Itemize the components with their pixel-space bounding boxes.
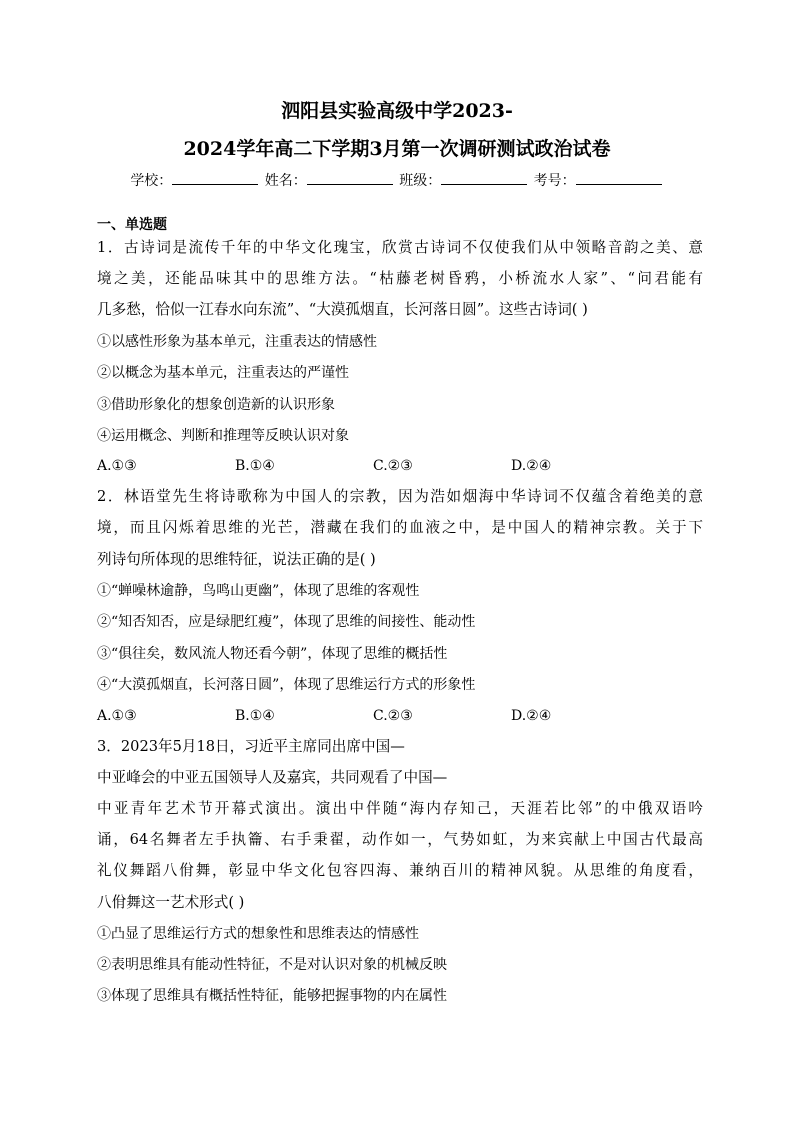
question-1-option-3: ③借助形象化的想象创造新的认识形象 — [97, 397, 335, 413]
question-2-option-4: ④“大漠孤烟直，长河落日圆”，体现了思维运行方式的形象性 — [97, 677, 476, 693]
section-title: 一、单选题 — [97, 217, 167, 233]
question-1-choice-c[interactable]: C.②③ — [373, 458, 413, 474]
question-1-choice-b[interactable]: B.①④ — [235, 458, 275, 474]
exam-title-line-2: 2024学年高二下学期3月第一次调研测试政治试卷 — [183, 138, 611, 160]
exam-title-line-1: 泗阳县实验高级中学2023- — [281, 100, 513, 122]
question-1-stem-line-3: 几多愁，恰似一江春水向东流”、“大漠孤烟直，长河落日圆”。这些古诗词( ) — [97, 301, 588, 318]
question-3-stem-line-5: 礼仪舞蹈八佾舞，彰显中华文化包容四海、兼纳百川的精神风貌。从思维的角度看， — [97, 862, 703, 879]
question-2-choice-c[interactable]: C.②③ — [373, 708, 413, 724]
name-label: 姓名： — [264, 173, 307, 189]
question-2-choice-a[interactable]: A.①③ — [97, 708, 137, 724]
name-blank[interactable] — [307, 170, 393, 185]
question-3-stem-line-6: 八佾舞这一艺术形式( ) — [97, 894, 245, 911]
question-2-option-3: ③“俱往矣，数风流人物还看今朝”，体现了思维的概括性 — [97, 646, 448, 662]
question-1-stem-line-1: 1．古诗词是流传千年的中华文化瑰宝，欣赏古诗词不仅使我们从中领略音韵之美、意 — [97, 239, 703, 256]
school-blank[interactable] — [172, 170, 258, 185]
question-1-choice-d[interactable]: D.②④ — [511, 458, 552, 474]
question-2-choice-b[interactable]: B.①④ — [235, 708, 275, 724]
question-1-option-2: ②以概念为基本单元，注重表达的严谨性 — [97, 365, 349, 381]
question-2-choice-d[interactable]: D.②④ — [511, 708, 552, 724]
question-3-option-2: ②表明思维具有能动性特征，不是对认识对象的机械反映 — [97, 957, 447, 973]
school-label: 学校： — [130, 173, 173, 189]
question-3-option-3: ③体现了思维具有概括性特征，能够把握事物的内在属性 — [97, 988, 447, 1004]
question-2-stem-line-1: 2．林语堂先生将诗歌称为中国人的宗教，因为浩如烟海中华诗词不仅蕴含着绝美的意 — [97, 488, 703, 505]
exam-number-label: 考号： — [533, 173, 576, 189]
question-2-stem-line-2: 境，而且闪烁着思维的光芒，潜藏在我们的血液之中，是中国人的精神宗教。关于下 — [97, 519, 703, 536]
question-3-stem-line-2: 中亚峰会的中亚五国领导人及嘉宾，共同观看了中国— — [97, 769, 448, 786]
student-info-line — [0, 170, 794, 192]
question-1-stem-line-2: 境之美，还能品味其中的思维方法。“枯藤老树昏鸦，小桥流水人家”、“问君能有 — [97, 270, 703, 287]
question-1-option-4: ④运用概念、判断和推理等反映认识对象 — [97, 428, 349, 444]
exam-number-blank[interactable] — [576, 170, 662, 185]
question-3-option-1: ①凸显了思维运行方式的想象性和思维表达的情感性 — [97, 926, 419, 942]
question-2-option-1: ①“蝉噪林逾静，鸟鸣山更幽”，体现了思维的客观性 — [97, 583, 420, 599]
question-3-stem-line-4: 诵，64名舞者左手执籥、右手秉翟，动作如一，气势如虹，为来宾献上中国古代最高 — [97, 831, 703, 848]
question-3-stem-line-1: 3．2023年5月18日，习近平主席同出席中国— — [97, 738, 405, 755]
question-2-stem-line-3: 列诗句所体现的思维特征，说法正确的是( ) — [97, 551, 376, 568]
question-3-stem-line-3: 中亚青年艺术节开幕式演出。演出中伴随“海内存知己，天涯若比邻”的中俄双语吟 — [97, 800, 703, 817]
question-1-option-1: ①以感性形象为基本单元，注重表达的情感性 — [97, 334, 377, 350]
class-blank[interactable] — [441, 170, 527, 185]
question-1-choice-a[interactable]: A.①③ — [97, 458, 137, 474]
question-2-option-2: ②“知否知否，应是绿肥红瘦”，体现了思维的间接性、能动性 — [97, 614, 476, 630]
class-label: 班级： — [399, 173, 442, 189]
